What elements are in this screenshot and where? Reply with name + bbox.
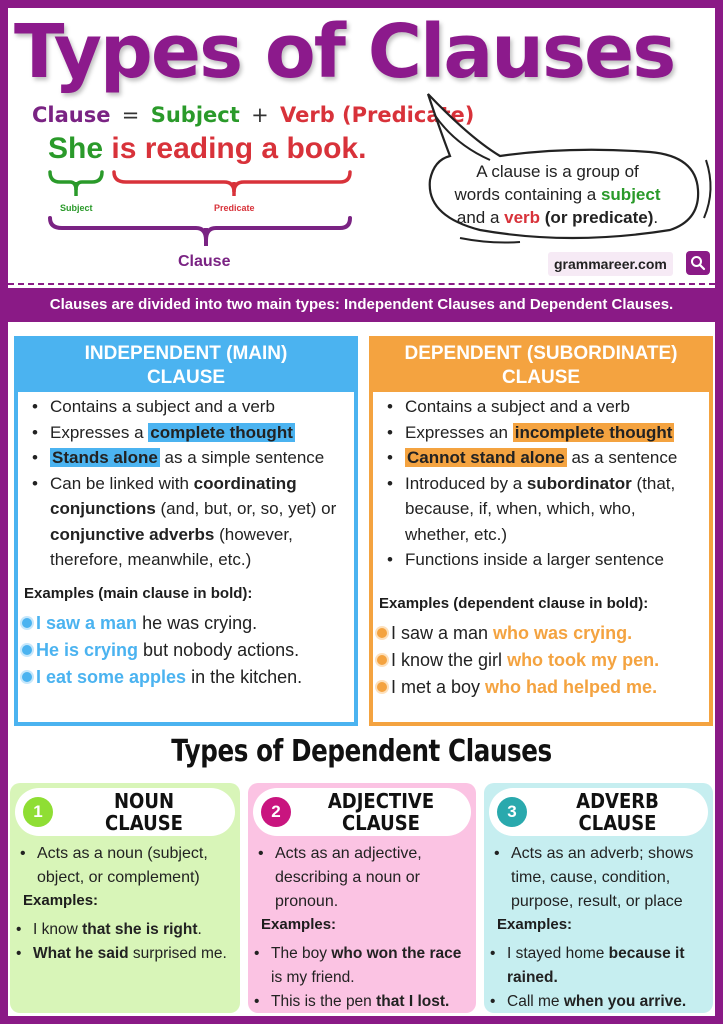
- example-bold: because it rained.: [507, 945, 685, 986]
- point-text: as a simple sentence: [159, 448, 325, 467]
- example-bold: that she is right: [82, 921, 198, 938]
- independent-examples-title: Examples (main clause in bold):: [24, 584, 253, 602]
- example-bold: I saw a man: [36, 612, 138, 633]
- definition-line-3: [440, 206, 675, 229]
- point-item: [28, 445, 348, 471]
- point-text: Can be linked with: [50, 473, 194, 493]
- example-bold: I eat some apples: [36, 666, 187, 687]
- example-item: [15, 942, 235, 966]
- title-line: ADVERB: [576, 789, 659, 813]
- point-item: [383, 445, 703, 471]
- card-title: [300, 790, 462, 834]
- label-clause: Clause: [178, 253, 231, 270]
- definition-predicate: (or predicate): [540, 208, 654, 227]
- example-rest: he was crying.: [137, 612, 258, 633]
- definition-line-2: [440, 183, 675, 206]
- card-examples-label: Examples:: [23, 892, 99, 909]
- card-examples: [489, 942, 708, 1014]
- example-bold: who was crying.: [493, 622, 633, 643]
- point-text: Contains a subject and a verb: [405, 397, 630, 416]
- example-item: [20, 664, 354, 691]
- page-title: Types of Clauses: [14, 9, 675, 95]
- dashed-divider: [8, 283, 715, 285]
- dependent-types-title: Types of Dependent Clauses: [171, 734, 552, 769]
- card-description: • Acts as an adjective, describing a noun or pronoun.: [253, 842, 471, 914]
- brace-diagram: [40, 168, 370, 258]
- example-text: This is the pen: [271, 993, 377, 1010]
- label-predicate: Predicate: [214, 203, 255, 213]
- definition-text: and a: [456, 208, 505, 227]
- definition-line-1: A clause is a group of: [476, 162, 639, 181]
- bold-term: coordinating conjunctions: [50, 473, 297, 518]
- card-header: [15, 788, 235, 836]
- bold-term: subordinator: [526, 473, 632, 493]
- clause-definition: [440, 160, 675, 229]
- point-text: Expresses a: [50, 422, 149, 442]
- point-text: Functions inside a larger sentence: [405, 550, 664, 569]
- card-body: [15, 842, 235, 890]
- title-line: CLAUSE: [105, 811, 183, 835]
- point-item: [383, 471, 703, 548]
- formula-clause: Clause: [32, 103, 111, 127]
- example-text: is my friend.: [271, 969, 355, 986]
- card-examples-label: Examples:: [261, 916, 337, 933]
- heading-line: CLAUSE: [501, 367, 581, 388]
- example-bold: What he said: [33, 945, 129, 962]
- noun-clause-card: [10, 783, 240, 1013]
- point-text: Introduced by a: [405, 473, 527, 493]
- card-header: [489, 788, 708, 836]
- point-text: (and, but, or, so, yet) or: [155, 499, 337, 518]
- example-text: I stayed home: [507, 945, 609, 962]
- example-bold: when you arrive.: [563, 993, 687, 1010]
- bullet-dot-icon: [22, 672, 32, 682]
- example-bold: who took my pen.: [507, 649, 660, 670]
- example-bold: who won the race: [331, 945, 462, 962]
- example-text: surprised me.: [128, 945, 227, 962]
- sentence-predicate: is reading a book.: [111, 132, 367, 165]
- definition-text: words containing a: [454, 185, 601, 204]
- card-body: [489, 842, 708, 914]
- example-rest: I met a boy: [391, 676, 486, 697]
- heading-line: INDEPENDENT (MAIN): [84, 343, 288, 364]
- example-bold: who had helped me.: [485, 676, 658, 697]
- independent-clause-panel: [14, 336, 358, 726]
- dependent-points: [373, 392, 709, 573]
- point-text: (that, because, if, when, which, who, whether, etc.): [405, 473, 676, 544]
- formula-equals: =: [121, 103, 140, 127]
- highlight-incomplete-thought: incomplete thought: [514, 422, 673, 442]
- card-description: • Acts as an adverb; shows time, cause, condition, purpose, result, or place: [489, 842, 708, 914]
- dependent-clause-heading: [373, 340, 709, 392]
- card-examples: [253, 942, 471, 1014]
- adverb-clause-card: [484, 783, 713, 1013]
- example-sentence: [48, 132, 366, 166]
- label-subject: Subject: [60, 203, 93, 213]
- formula-subject: Subject: [150, 103, 240, 127]
- formula-plus: +: [251, 103, 269, 127]
- example-item: [253, 990, 471, 1014]
- point-text: Contains a subject and a verb: [50, 397, 275, 416]
- number-badge: 3: [497, 797, 527, 827]
- number-badge: 1: [23, 797, 53, 827]
- example-text: I know: [33, 921, 83, 938]
- example-item: [15, 918, 235, 942]
- title-line: ADJECTIVE: [327, 789, 435, 813]
- card-examples: [15, 918, 235, 966]
- card-examples-label: Examples:: [497, 916, 573, 933]
- bullet-dot-icon: [377, 628, 387, 638]
- bullet-dot-icon: [377, 682, 387, 692]
- bullet-dot-icon: [377, 655, 387, 665]
- independent-points: [18, 392, 354, 573]
- definition-end: .: [653, 208, 659, 227]
- highlight-stands-alone: Stands alone: [52, 448, 158, 467]
- example-rest: I know the girl: [391, 649, 508, 670]
- point-item: [28, 471, 348, 573]
- example-item: [489, 942, 708, 990]
- heading-line: CLAUSE: [146, 367, 226, 388]
- dependent-examples: [373, 612, 709, 701]
- example-text: .: [197, 921, 202, 938]
- point-item: [383, 394, 703, 420]
- example-bold: that I lost.: [376, 993, 450, 1010]
- independent-examples: [18, 602, 354, 691]
- card-description: • Acts as a noun (subject, object, or complement): [15, 842, 235, 890]
- title-line: CLAUSE: [578, 811, 657, 835]
- title-line: CLAUSE: [342, 811, 420, 835]
- bold-term: conjunctive adverbs: [50, 524, 215, 544]
- highlight-complete-thought: complete thought: [150, 422, 293, 442]
- sentence-subject: She: [48, 132, 104, 165]
- example-item: [375, 647, 709, 674]
- dependent-clause-panel: [369, 336, 713, 726]
- point-item: [28, 420, 348, 446]
- bullet-dot-icon: [22, 645, 32, 655]
- example-item: [375, 620, 709, 647]
- highlight-cannot-stand-alone: Cannot stand alone: [407, 448, 565, 467]
- card-title: [62, 790, 226, 834]
- number-badge: 2: [261, 797, 291, 827]
- point-text: (however, therefore, meanwhile, etc.): [50, 524, 293, 569]
- summary-banner: Clauses are divided into two main types: Independent Clauses and Dependent Clauses.: [8, 288, 715, 322]
- example-rest: but nobody actions.: [138, 639, 300, 660]
- example-text: The boy: [271, 945, 332, 962]
- example-item: [375, 674, 709, 701]
- card-body: [253, 842, 471, 914]
- example-rest: I saw a man: [391, 622, 494, 643]
- point-text: as a sentence: [566, 448, 678, 467]
- point-item: [383, 420, 703, 446]
- dependent-examples-title: Examples (dependent clause in bold):: [379, 594, 649, 612]
- website-label[interactable]: grammareer.com: [548, 252, 673, 276]
- bullet-dot-icon: [22, 618, 32, 628]
- example-item: [20, 610, 354, 637]
- search-button[interactable]: [686, 251, 710, 275]
- search-icon: [690, 255, 706, 271]
- clause-formula: [32, 103, 474, 127]
- independent-clause-heading: [18, 340, 354, 392]
- example-item: [20, 637, 354, 664]
- point-text: Expresses an: [405, 422, 513, 442]
- title-line: NOUN: [113, 789, 175, 813]
- example-item: [489, 990, 708, 1014]
- point-item: [383, 547, 703, 573]
- adjective-clause-card: [248, 783, 476, 1013]
- heading-line: DEPENDENT (SUBORDINATE): [404, 343, 678, 364]
- example-text: Call me: [507, 993, 564, 1010]
- definition-verb: verb: [504, 208, 541, 227]
- formula-verb: Verb (Predicate): [280, 103, 475, 127]
- definition-subject: subject: [600, 185, 661, 204]
- card-header: [253, 788, 471, 836]
- example-bold: He is crying: [36, 639, 139, 660]
- card-title: [536, 790, 699, 834]
- example-rest: in the kitchen.: [186, 666, 303, 687]
- point-item: [28, 394, 348, 420]
- example-item: [253, 942, 471, 990]
